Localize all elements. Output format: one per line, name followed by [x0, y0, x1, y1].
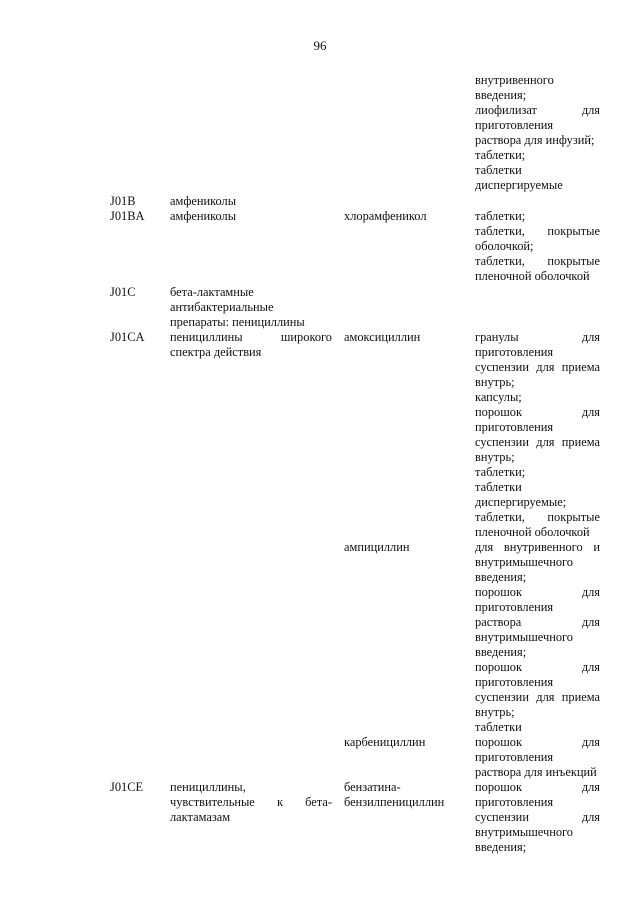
word: порошок	[475, 660, 522, 674]
word: покрытые	[547, 510, 600, 524]
word: для	[581, 103, 600, 117]
text-line: внутрь;	[475, 705, 515, 719]
text-line: лактамазам	[170, 810, 231, 824]
text-line	[170, 330, 332, 345]
group-name: амфениколы	[170, 209, 237, 223]
text-line: таблетки;	[475, 148, 526, 162]
word: порошок	[475, 735, 522, 749]
text-line: таблетки;	[475, 209, 526, 223]
drug-inn-line: бензилпенициллин	[344, 795, 445, 809]
text-line: таблетки;	[475, 465, 526, 479]
text-line: введения;	[475, 645, 527, 659]
text-line: оболочкой;	[475, 239, 534, 253]
word: суспензии	[475, 810, 529, 824]
text-line: пленочной оболочкой	[475, 525, 590, 539]
word: приема	[561, 435, 600, 449]
text-line	[475, 103, 600, 118]
text-line: диспергируемые	[475, 178, 563, 192]
word: пенициллины	[170, 330, 243, 344]
word: порошок	[475, 405, 522, 419]
word: приема	[561, 690, 600, 704]
word: бета-	[305, 795, 332, 809]
text-line	[475, 510, 600, 525]
word: приема	[561, 360, 600, 374]
word: к	[276, 795, 283, 809]
text-line: введения;	[475, 570, 527, 584]
group-name: амфениколы	[170, 194, 237, 208]
atc-code: J01B	[110, 194, 136, 208]
word: для	[536, 690, 555, 704]
text-line	[475, 540, 600, 555]
text-line: внутрь;	[475, 375, 515, 389]
word: порошок	[475, 780, 522, 794]
word: таблетки,	[475, 254, 525, 268]
drug-inn: карбенициллин	[344, 735, 426, 749]
word: таблетки,	[475, 224, 525, 238]
text-line: приготовления	[475, 420, 554, 434]
word: широкого	[280, 330, 332, 344]
text-line	[475, 615, 600, 630]
text-line: внутримышечного	[475, 630, 573, 644]
text-line: спектра действия	[170, 345, 262, 359]
text-line: таблетки	[475, 480, 522, 494]
word: суспензии	[475, 360, 529, 374]
group-name-line: бета-лактамные	[170, 285, 254, 299]
word: для	[581, 735, 600, 749]
group-name-line: антибактериальные	[170, 300, 274, 314]
word: гранулы	[475, 330, 519, 344]
text-line: внутрь;	[475, 450, 515, 464]
word: для	[581, 810, 600, 824]
word: внутривенного	[503, 540, 583, 554]
text-line: приготовления	[475, 118, 554, 132]
word: лиофилизат	[475, 103, 537, 117]
text-line	[475, 330, 600, 345]
text-line	[475, 405, 600, 420]
text-line	[170, 795, 332, 810]
drug-inn: ампициллин	[344, 540, 410, 554]
page-number: 96	[313, 38, 327, 53]
word: для	[475, 540, 494, 554]
word: для	[581, 660, 600, 674]
text-line: приготовления	[475, 600, 554, 614]
text-line: внутривенного	[475, 73, 554, 87]
text-line	[475, 690, 600, 705]
word: раствора	[475, 615, 522, 629]
atc-code: J01CE	[110, 780, 144, 794]
word: покрытые	[547, 254, 600, 268]
text-line	[475, 660, 600, 675]
word: покрытые	[547, 224, 600, 238]
text-line	[475, 780, 600, 795]
drug-inn: хлорамфеникол	[344, 209, 427, 223]
text-line	[475, 224, 600, 239]
text-line	[475, 810, 600, 825]
text-line	[475, 585, 600, 600]
text-line: капсулы;	[475, 390, 522, 404]
text-line: пленочной оболочкой	[475, 269, 590, 283]
word: для	[581, 585, 600, 599]
word: суспензии	[475, 435, 529, 449]
group-name-line: препараты: пенициллины	[170, 315, 305, 329]
text-line: диспергируемые;	[475, 495, 567, 509]
atc-code: J01C	[110, 285, 136, 299]
word: и	[593, 540, 600, 554]
word: для	[536, 435, 555, 449]
drug-inn: амоксициллин	[344, 330, 421, 344]
text-line: раствора для инъекций	[475, 765, 597, 779]
text-line	[475, 254, 600, 269]
word: суспензии	[475, 690, 529, 704]
text-line: таблетки	[475, 720, 522, 734]
text-line: введения;	[475, 88, 527, 102]
word: порошок	[475, 585, 522, 599]
text-line: приготовления	[475, 345, 554, 359]
drug-inn-line: бензатина-	[344, 780, 401, 794]
text-line	[475, 735, 600, 750]
word: для	[581, 405, 600, 419]
text-line: таблетки	[475, 163, 522, 177]
text-line: внутримышечного	[475, 825, 573, 839]
atc-code: J01BA	[110, 209, 145, 223]
word: для	[581, 615, 600, 629]
word: для	[581, 330, 600, 344]
word: чувствительные	[170, 795, 255, 809]
text-line	[475, 360, 600, 375]
text-line: пенициллины,	[170, 780, 246, 794]
text-line: введения;	[475, 840, 527, 854]
text-line: раствора для инфузий;	[475, 133, 595, 147]
atc-code: J01CA	[110, 330, 145, 344]
word: для	[581, 780, 600, 794]
text-line: приготовления	[475, 795, 554, 809]
text-line	[475, 435, 600, 450]
word: для	[536, 360, 555, 374]
text-line: приготовления	[475, 750, 554, 764]
text-line: приготовления	[475, 675, 554, 689]
text-line: внутримышечного	[475, 555, 573, 569]
word: таблетки,	[475, 510, 525, 524]
